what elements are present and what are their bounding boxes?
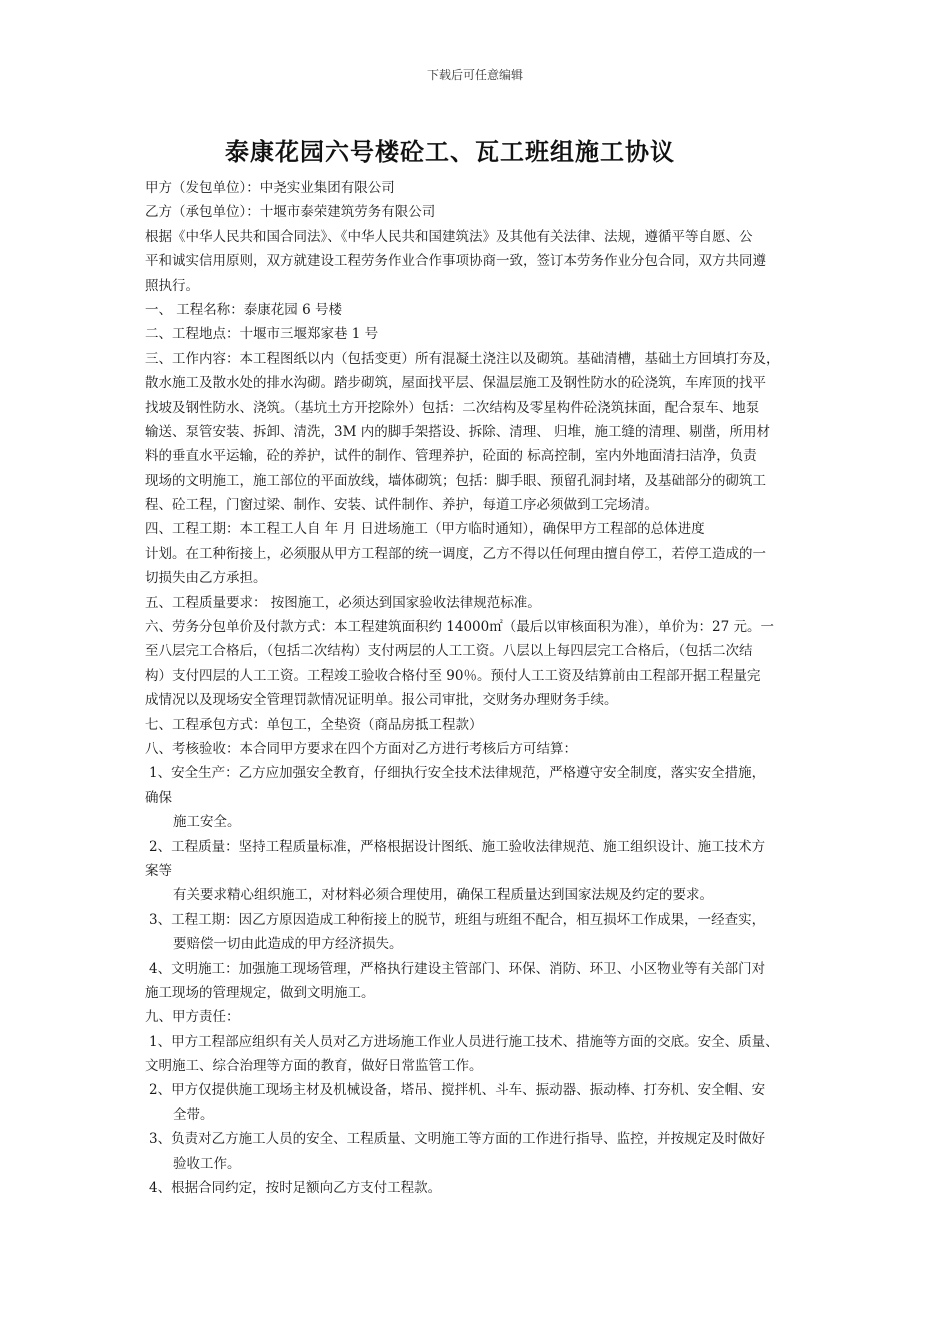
text-line: 料的垂直水平运输，砼的养护，试件的制作、管理养护，砼面的 标高控制，室内外地面清扫洁净，负责 <box>145 448 757 465</box>
text-line: 全带。 <box>173 1106 214 1123</box>
text-line: 找坡及钢性防水、浇筑。（基坑土方开挖除外）包括：二次结构及零星构件砼浇筑抹面，配合泵车、地泵 <box>145 399 760 416</box>
text-line: 3、工程工期：因乙方原因造成工种衔接上的脱节，班组与班组不配合，相互损坏工作成果，一经查实， <box>149 911 766 928</box>
text-line: 根据《中华人民共和国合同法》、《中华人民共和国建筑法》及其他有关法律、法规，遵循平等自愿、公 <box>145 228 753 245</box>
text-line: 输送、泵管安装、拆卸、清洗，3M 内的脚手架搭设、拆除、清理、 归堆，施工缝的清理、剔凿，所用材 <box>145 423 770 440</box>
text-line: 有关要求精心组织施工，对材料必须合理使用，确保工程质量达到国家法规及约定的要求。 <box>173 887 713 904</box>
text-line: 照执行。 <box>145 277 199 294</box>
header-note: 下载后可任意编辑 <box>426 68 523 82</box>
text-line: 2、甲方仅提供施工现场主材及机械设备，塔吊、搅拌机、斗车、振动器、振动棒、打夯机、安全帽、安 <box>149 1082 766 1099</box>
text-line: 四、工程工期：本工程工人自 年 月 日进场施工（甲方临时通知），确保甲方工程部的总体进度 <box>145 521 705 538</box>
text-line: 验收工作。 <box>173 1155 241 1172</box>
text-line: 三、工作内容：本工程图纸以内（包括变更）所有混凝土浇注以及砌筑。基础清槽，基础土方回填打夯及， <box>145 350 780 367</box>
text-line: 施工现场的管理规定，做到文明施工。 <box>145 984 375 1001</box>
text-line: 平和诚实信用原则，双方就建设工程劳务作业合作事项协商一致，签订本劳务作业分包合同，双方共同遵 <box>145 253 766 270</box>
text-line: 1、甲方工程部应组织有关人员对乙方进场施工作业人员进行施工技术、措施等方面的交底。安全、质量、 <box>149 1033 779 1050</box>
text-line: 一、 工程名称：泰康花园 6 号楼 <box>145 301 342 318</box>
text-line: 4、文明施工：加强施工现场管理，严格执行建设主管部门、环保、消防、环卫、小区物业等有关部门对 <box>149 960 766 977</box>
text-line: 成情况以及现场安全管理罚款情况证明单。报公司审批，交财务办理财务手续。 <box>145 692 618 709</box>
text-line: 现场的文明施工，施工部位的平面放线，墙体砌筑；包括：脚手眼、预留孔洞封堵，及基础部分的砌筑工 <box>145 472 766 489</box>
text-line: 乙方（承包单位）：十堰市泰荣建筑劳务有限公司 <box>145 204 436 221</box>
text-line: 六、劳务分包单价及付款方式：本工程建筑面积约 14000㎡（最后以审核面积为准），单价为：27 元。一 <box>145 619 774 636</box>
document-body <box>145 176 815 1200</box>
text-line: 八、考核验收：本合同甲方要求在四个方面对乙方进行考核后方可结算： <box>145 740 577 757</box>
text-line: 4、根据合同约定，按时足额向乙方支付工程款。 <box>149 1180 442 1197</box>
text-line: 甲方（发包单位）：中尧实业集团有限公司 <box>145 180 395 196</box>
text-line: 3、负责对乙方施工人员的安全、工程质量、文明施工等方面的工作进行指导、监控，并按规定及时做好 <box>149 1131 766 1148</box>
text-line: 案等 <box>145 862 172 879</box>
text-line: 施工安全。 <box>173 814 241 831</box>
text-line: 九、甲方责任： <box>145 1009 240 1026</box>
text-line: 七、工程承包方式：单包工，全垫资（商品房抵工程款） <box>145 716 483 733</box>
text-line: 五、工程质量要求： 按图施工，必须达到国家验收法律规范标准。 <box>145 594 541 611</box>
text-line: 至八层完工合格后，（包括二次结构）支付两层的人工工资。八层以上每四层完工合格后，（包括二次结 <box>145 643 753 660</box>
text-line: 2、工程质量：坚持工程质量标准，严格根据设计图纸、施工验收法律规范、施工组织设计、施工技术方 <box>149 838 766 855</box>
text-line: 二、工程地点：十堰市三堰郑家巷 1 号 <box>145 326 379 343</box>
text-line: 程、砼工程，门窗过梁、制作、安装、试件制作、养护，每道工序必须做到工完场清。 <box>145 497 658 514</box>
text-line: 文明施工、综合治理等方面的教育，做好日常监管工作。 <box>145 1058 483 1075</box>
document-title: 泰康花园六号楼砼工、瓦工班组施工协议 <box>225 137 675 166</box>
text-line: 1、安全生产：乙方应加强安全教育，仔细执行安全技术法律规范，严格遵守安全制度，落实安全措施， <box>149 765 766 782</box>
text-line: 切损失由乙方承担。 <box>145 570 267 587</box>
text-line: 要赔偿一切由此造成的甲方经济损失。 <box>173 936 403 953</box>
text-line: 散水施工及散水处的排水沟砌。踏步砌筑，屋面找平层、保温层施工及钢性防水的砼浇筑，车库顶的找平 <box>145 375 766 392</box>
text-line: 计划。在工种衔接上，必须服从甲方工程部的统一调度，乙方不得以任何理由擅自停工，若停工造成的一 <box>145 545 766 562</box>
text-line: 确保 <box>145 789 172 806</box>
text-line: 构）支付四层的人工工资。工程竣工验收合格付至 90％。预付人工工资及结算前由工程部开据工程量完 <box>145 667 761 684</box>
